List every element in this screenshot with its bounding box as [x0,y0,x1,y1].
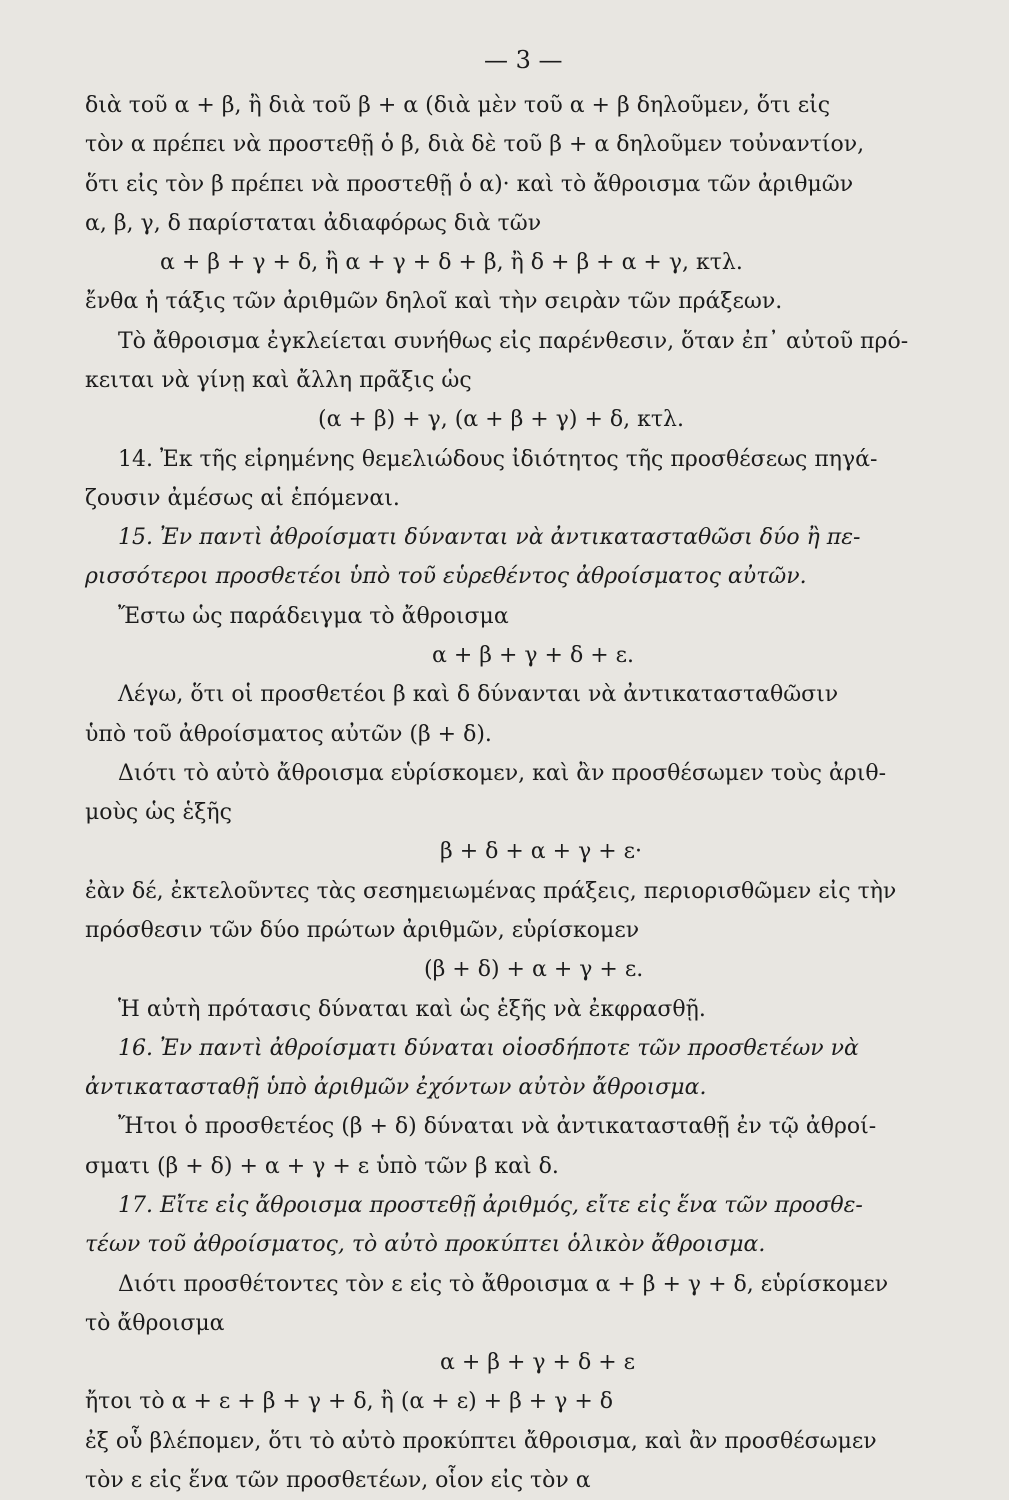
text-line: τὸ ἄθροισμα [85,1311,225,1336]
text-line: κειται νὰ γίνῃ καὶ ἄλλη πρᾶξις ὡς [85,368,472,393]
section-16-line: 16. Ἐν παντὶ ἀθροίσματι δύναται οἱοσδήποτε τῶν προσθετέων νὰ [118,1036,859,1061]
text-line: τὸν ε εἰς ἕνα τῶν προσθετέων, οἷον εἰς τὸν α [85,1468,591,1493]
page-number: — 3 — [484,46,563,74]
text-line: Λέγω, ὅτι οἱ προσθετέοι β καὶ δ δύνανται νὰ ἀντικατασταθῶσιν [118,682,839,707]
text-line: πρόσθεσιν τῶν δύο πρώτων ἀριθμῶν, εὑρίσκομεν [85,918,640,943]
text-line: διὰ τοῦ α + β, ἢ διὰ τοῦ β + α (διὰ μὲν τοῦ α + β δηλοῦμεν, ὅτι εἰς [85,93,831,118]
formula-line: (β + δ) + α + γ + ε. [424,957,644,982]
formula-line: β + δ + α + γ + ε· [440,839,643,864]
formula-line: (α + β) + γ, (α + β + γ) + δ, κτλ. [318,407,684,432]
formula-line: α + β + γ + δ, ἢ α + γ + δ + β, ἢ δ + β + α + γ, κτλ. [160,250,743,275]
text-line: ἔνθα ἡ τάξις τῶν ἀριθμῶν δηλοῖ καὶ τὴν σειρὰν τῶν πράξεων. [85,289,783,314]
text-line: Ἡ αὐτὴ πρότασις δύναται καὶ ὡς ἑξῆς νὰ ἐκφρασθῇ. [118,997,706,1022]
text-line: ὑπὸ τοῦ ἀθροίσματος αὐτῶν (β + δ). [85,722,492,747]
formula-line: α + β + γ + δ + ε. [432,643,635,668]
text-line: Ἔστω ὡς παράδειγμα τὸ ἄθροισμα [118,604,509,629]
text-line: ἐξ οὗ βλέπομεν, ὅτι τὸ αὐτὸ προκύπτει ἄθροισμα, καὶ ἂν προσθέσωμεν [85,1429,877,1454]
text-line: Διότι προσθέτοντες τὸν ε εἰς τὸ ἄθροισμα α + β + γ + δ, εὑρίσκομεν [118,1272,889,1297]
text-line: σματι (β + δ) + α + γ + ε ὑπὸ τῶν β καὶ δ. [85,1154,559,1179]
text-line: α, β, γ, δ παρίσταται ἀδιαφόρως διὰ τῶν [85,211,542,236]
text-line: ζουσιν ἀμέσως αἱ ἑπόμεναι. [85,486,400,511]
text-line: ἤτοι τὸ α + ε + β + γ + δ, ἢ (α + ε) + β + γ + δ [85,1389,614,1414]
formula-line: α + β + γ + δ + ε [440,1350,636,1375]
text-line: ἐὰν δέ, ἐκτελοῦντες τὰς σεσημειωμένας πράξεις, περιορισθῶμεν εἰς τὴν [85,879,897,904]
text-line: ἀντικατασταθῇ ὑπὸ ἀριθμῶν ἐχόντων αὐτὸν ἄθροισμα. [85,1075,707,1100]
text-line: Ἤτοι ὁ προσθετέος (β + δ) δύναται νὰ ἀντικατασταθῇ ἐν τῷ ἀθροί- [118,1114,877,1139]
text-line: τὸν α πρέπει νὰ προστεθῇ ὁ β, διὰ δὲ τοῦ β + α δηλοῦμεν τοὐναντίον, [85,132,865,157]
text-line: ὅτι εἰς τὸν β πρέπει νὰ προστεθῇ ὁ α)· καὶ τὸ ἄθροισμα τῶν ἀριθμῶν [85,172,854,197]
text-line: ρισσότεροι προσθετέοι ὑπὸ τοῦ εὑρεθέντος ἀθροίσματος αὐτῶν. [85,564,807,589]
section-15-line: 15. Ἐν παντὶ ἀθροίσματι δύνανται νὰ ἀντικατασταθῶσι δύο ἢ πε- [118,525,861,550]
section-17-line: 17. Εἴτε εἰς ἄθροισμα προστεθῇ ἀριθμός, εἴτε εἰς ἕνα τῶν προσθε- [118,1193,863,1218]
text-line: μοὺς ὡς ἑξῆς [85,800,232,825]
text-line: Διότι τὸ αὐτὸ ἄθροισμα εὑρίσκομεν, καὶ ἂν προσθέσωμεν τοὺς ἀριθ- [118,761,887,786]
text-line: τέων τοῦ ἀθροίσματος, τὸ αὐτὸ προκύπτει ὁλικὸν ἄθροισμα. [85,1232,766,1257]
section-14-line: 14. Ἐκ τῆς εἰρημένης θεμελιώδους ἰδιότητος τῆς προσθέσεως πηγά- [118,447,878,472]
text-line: Τὸ ἄθροισμα ἐγκλείεται συνήθως εἰς παρένθεσιν, ὅταν ἐπ᾽ αὐτοῦ πρό- [118,329,909,354]
